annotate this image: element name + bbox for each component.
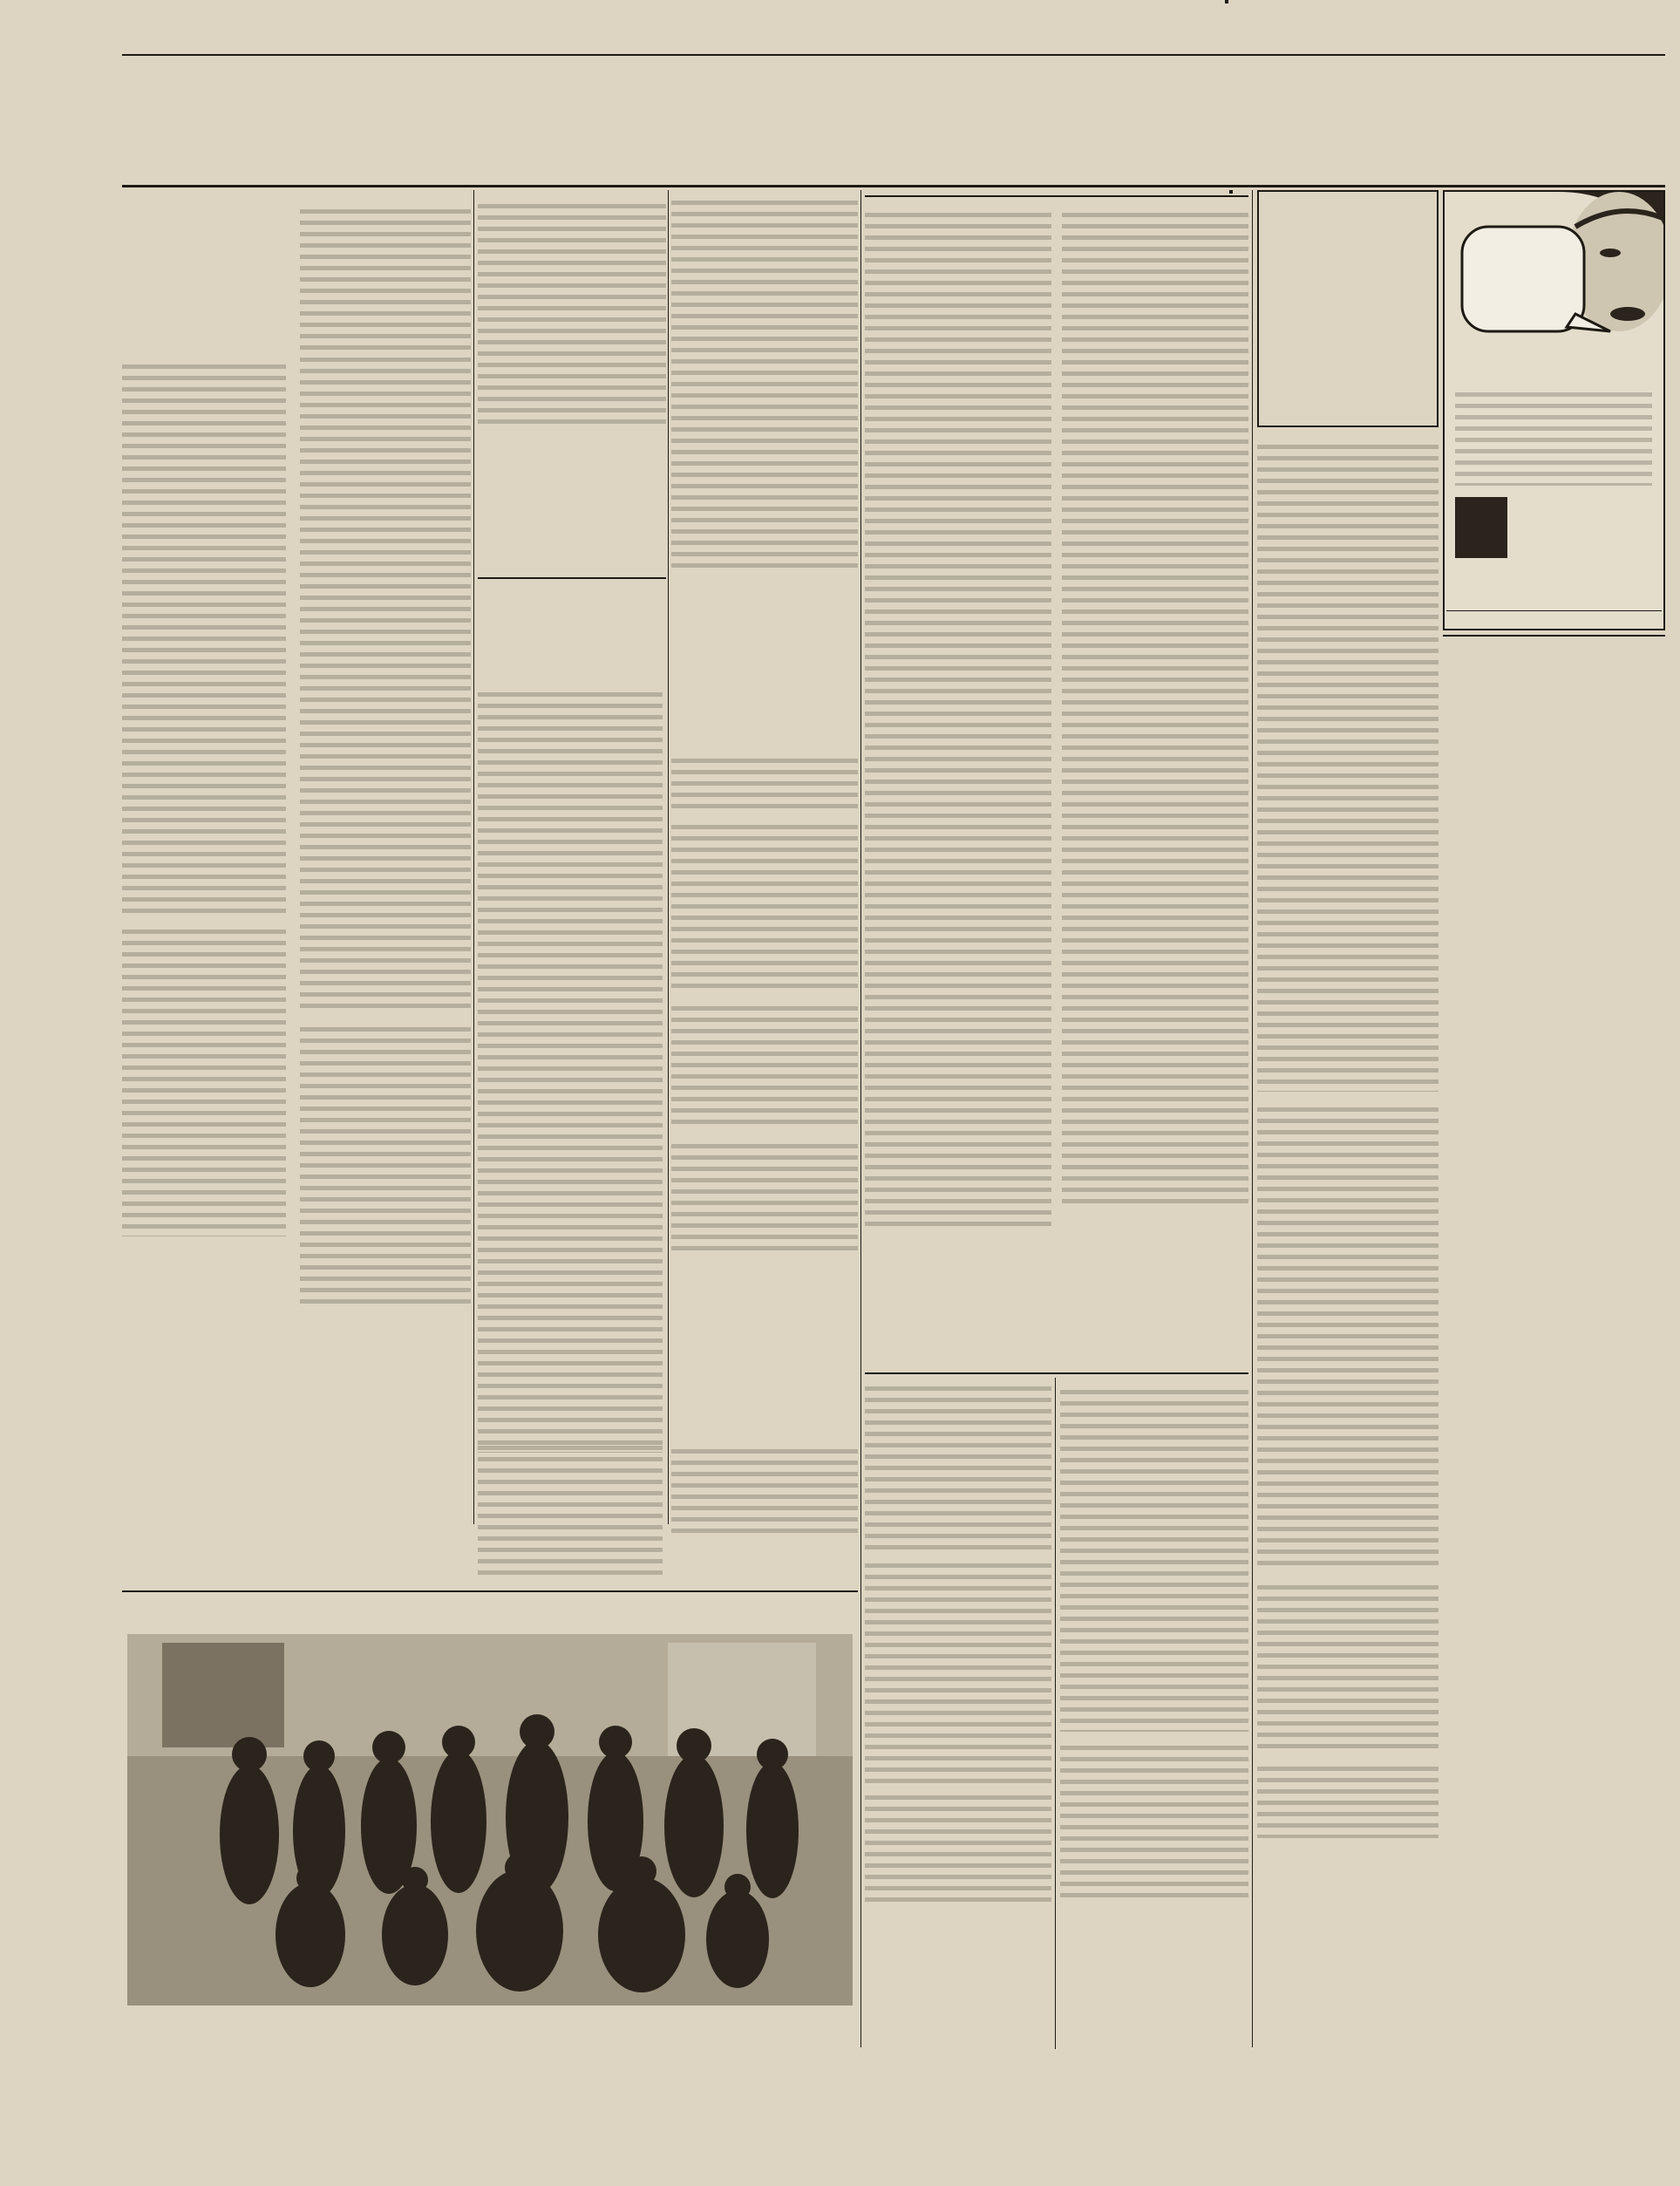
text-block xyxy=(671,194,858,569)
text-block xyxy=(1257,438,1439,1092)
text-block xyxy=(122,358,286,916)
reichstag-cont xyxy=(671,190,858,574)
col4-lower xyxy=(865,1378,1051,2049)
masthead-rule xyxy=(122,185,1665,187)
ad-footer xyxy=(1446,610,1662,614)
text-block xyxy=(671,818,858,992)
text-block xyxy=(1257,1100,1439,1571)
rule xyxy=(122,1590,858,1592)
rule xyxy=(865,1372,1248,1374)
text-block xyxy=(865,206,1051,1226)
column-rule xyxy=(668,190,669,1524)
col6-stack xyxy=(1257,432,1439,2046)
text-block xyxy=(1257,1760,1439,1838)
article-mercati xyxy=(122,190,471,1524)
running-header xyxy=(122,24,1665,56)
text-block xyxy=(1062,206,1248,1209)
text-block xyxy=(478,197,666,424)
text-block xyxy=(1455,385,1652,486)
column-rule xyxy=(1055,1378,1056,2049)
family-photo-image xyxy=(127,1634,853,2006)
column-rule xyxy=(860,190,861,2047)
text-block xyxy=(865,1379,1051,1549)
column-rule xyxy=(473,190,474,1524)
product-box-image xyxy=(1455,497,1507,558)
stato-civile-box xyxy=(1257,190,1439,427)
text-block xyxy=(1060,1383,1248,1732)
text-block xyxy=(671,752,858,813)
rule xyxy=(1443,635,1665,637)
text-block xyxy=(300,1020,471,1308)
col5-lower xyxy=(1060,1378,1248,2049)
family-photo xyxy=(127,1634,853,2006)
text-block xyxy=(478,685,663,1453)
primato-title-wrap xyxy=(122,1596,858,1631)
text-block xyxy=(122,923,286,1236)
text-block xyxy=(300,202,471,351)
text-block xyxy=(671,999,858,1130)
idrolitina-ad xyxy=(1443,190,1665,630)
woman-face-illustration xyxy=(1445,192,1663,392)
rule xyxy=(478,577,666,579)
article-reichstag xyxy=(478,190,666,574)
text-block xyxy=(671,1442,858,1538)
photo-caption xyxy=(127,2007,853,2049)
text-block xyxy=(865,1556,1051,1783)
text-block xyxy=(671,1137,858,1250)
text-block xyxy=(865,1788,1051,1902)
header-rule xyxy=(122,54,1665,56)
text-block xyxy=(1060,1739,1248,1904)
text-block xyxy=(300,351,471,1013)
masthead-title xyxy=(122,58,1665,188)
text-block xyxy=(478,1439,663,1578)
text-block xyxy=(1257,1578,1439,1753)
column-rule xyxy=(1252,190,1253,2047)
col3-stack xyxy=(671,752,858,1528)
article-santa-maria xyxy=(865,190,1248,1367)
article-funerali xyxy=(478,1439,858,1587)
